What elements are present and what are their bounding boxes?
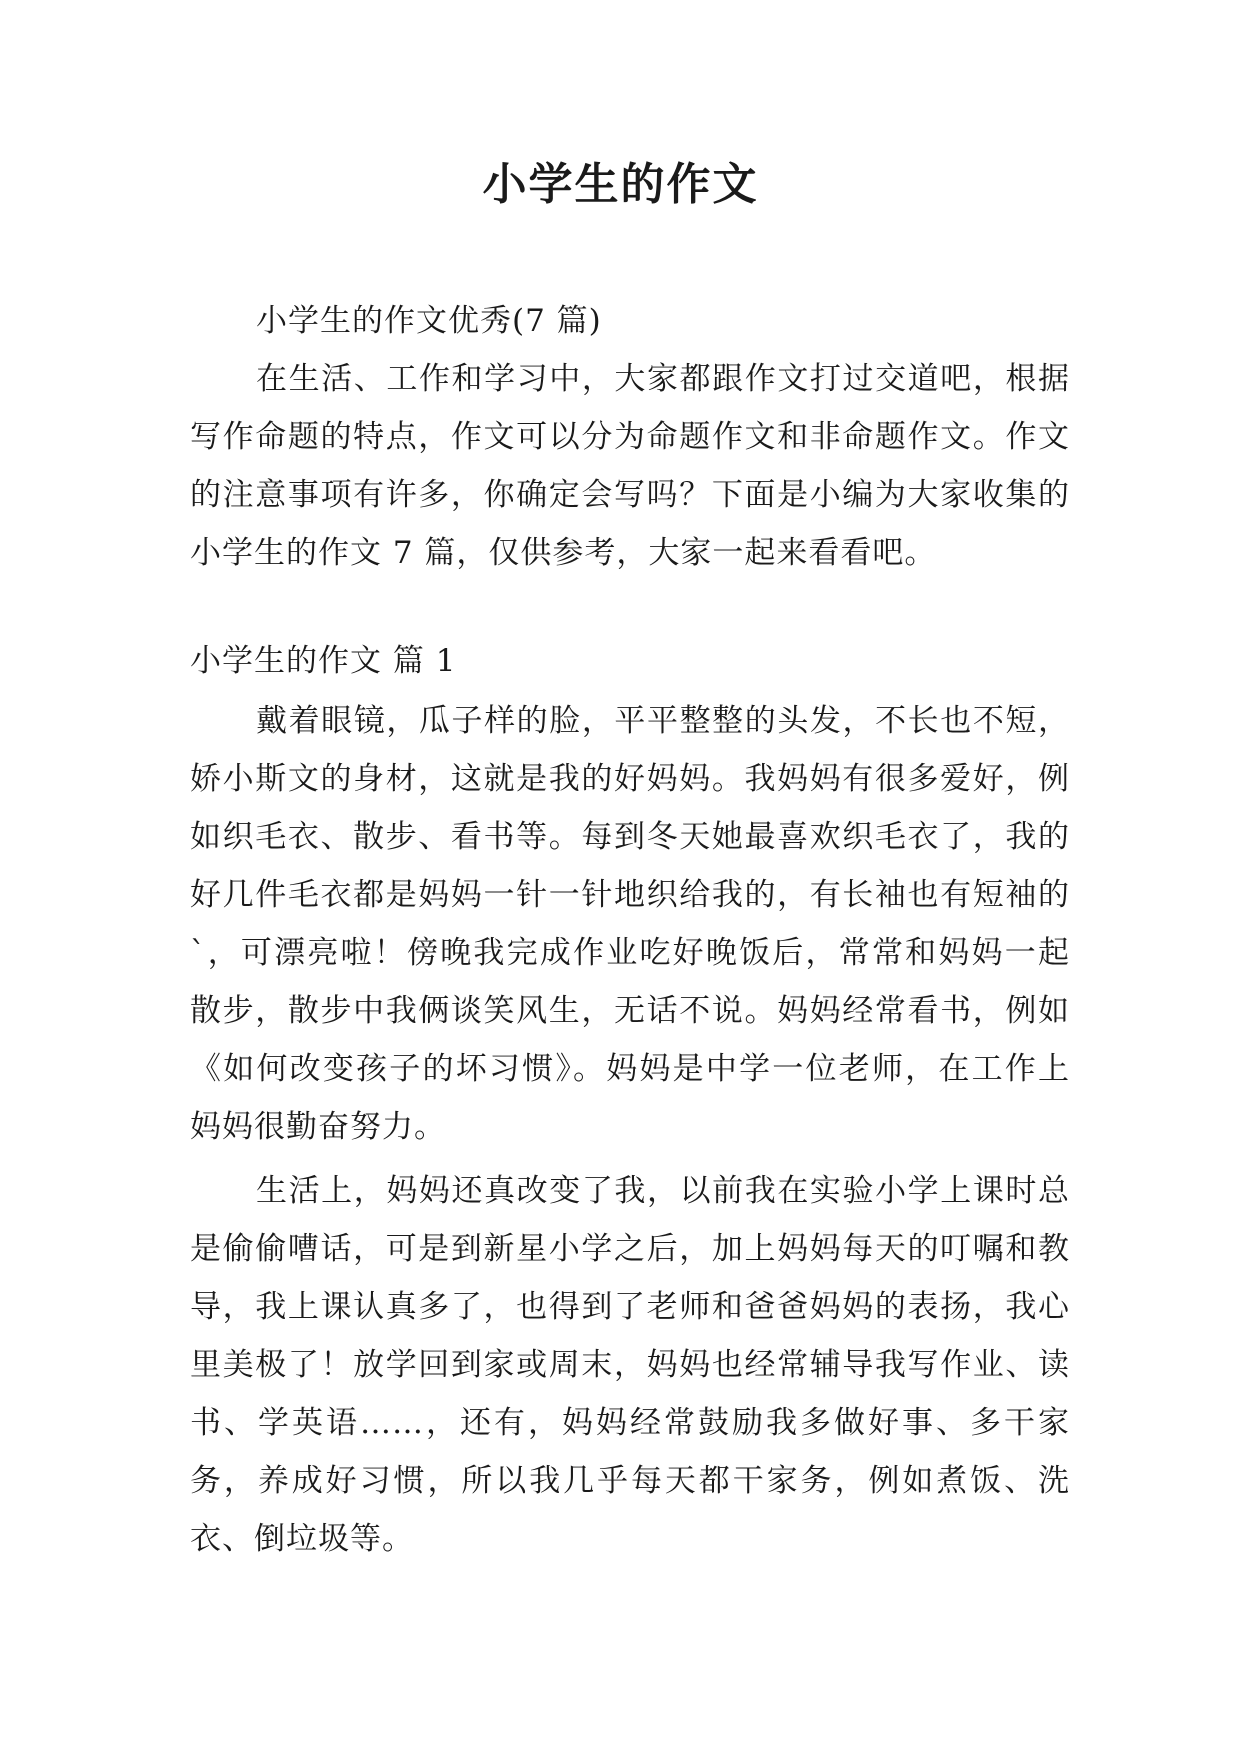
section-heading: 小学生的作文 篇 1 [190, 643, 457, 679]
intro-paragraph: 在生活、工作和学习中，大家都跟作文打过交道吧，根据写作命题的特点，作文可以分为命题作文和非命题作文。作文的注意事项有许多，你确定会写吗？下面是小编为大家收集的小学生的作文 7 篇，仅供参考，大家一起来看看吧。 [190, 361, 1070, 571]
document-subtitle: 小学生的作文优秀(7 篇) [256, 303, 602, 339]
intro-block [190, 292, 1070, 582]
paragraph-1: 戴着眼镜，瓜子样的脸，平平整整的头发，不长也不短，娇小斯文的身材，这就是我的好妈妈。我妈妈有很多爱好，例如织毛衣、散步、看书等。每到冬天她最喜欢织毛衣了，我的好几件毛衣都是妈妈一针一针地织给我的，有长袖也有短袖的`，可漂亮啦！傍晚我完成作业吃好晚饭后，常常和妈妈一起散步，散步中我俩谈笑风生，无话不说。妈妈经常看书，例如《如何改变孩子的坏习惯》。妈妈是中学一位老师，在工作上妈妈很勤奋努力。 [190, 703, 1070, 1145]
document-title: 小学生的作文 [482, 159, 759, 210]
paragraph-2: 生活上，妈妈还真改变了我，以前我在实验小学上课时总是偷偷嘈话，可是到新星小学之后，加上妈妈每天的叮嘱和教导，我上课认真多了，也得到了老师和爸爸妈妈的表扬，我心里美极了！放学回到家或周末，妈妈也经常辅导我写作业、读书、学英语……，还有，妈妈经常鼓励我多做好事、多干家务，养成好习惯，所以我几乎每天都干家务，例如煮饭、洗衣、倒垃圾等。 [190, 1173, 1070, 1557]
section-1 [190, 632, 1070, 1568]
